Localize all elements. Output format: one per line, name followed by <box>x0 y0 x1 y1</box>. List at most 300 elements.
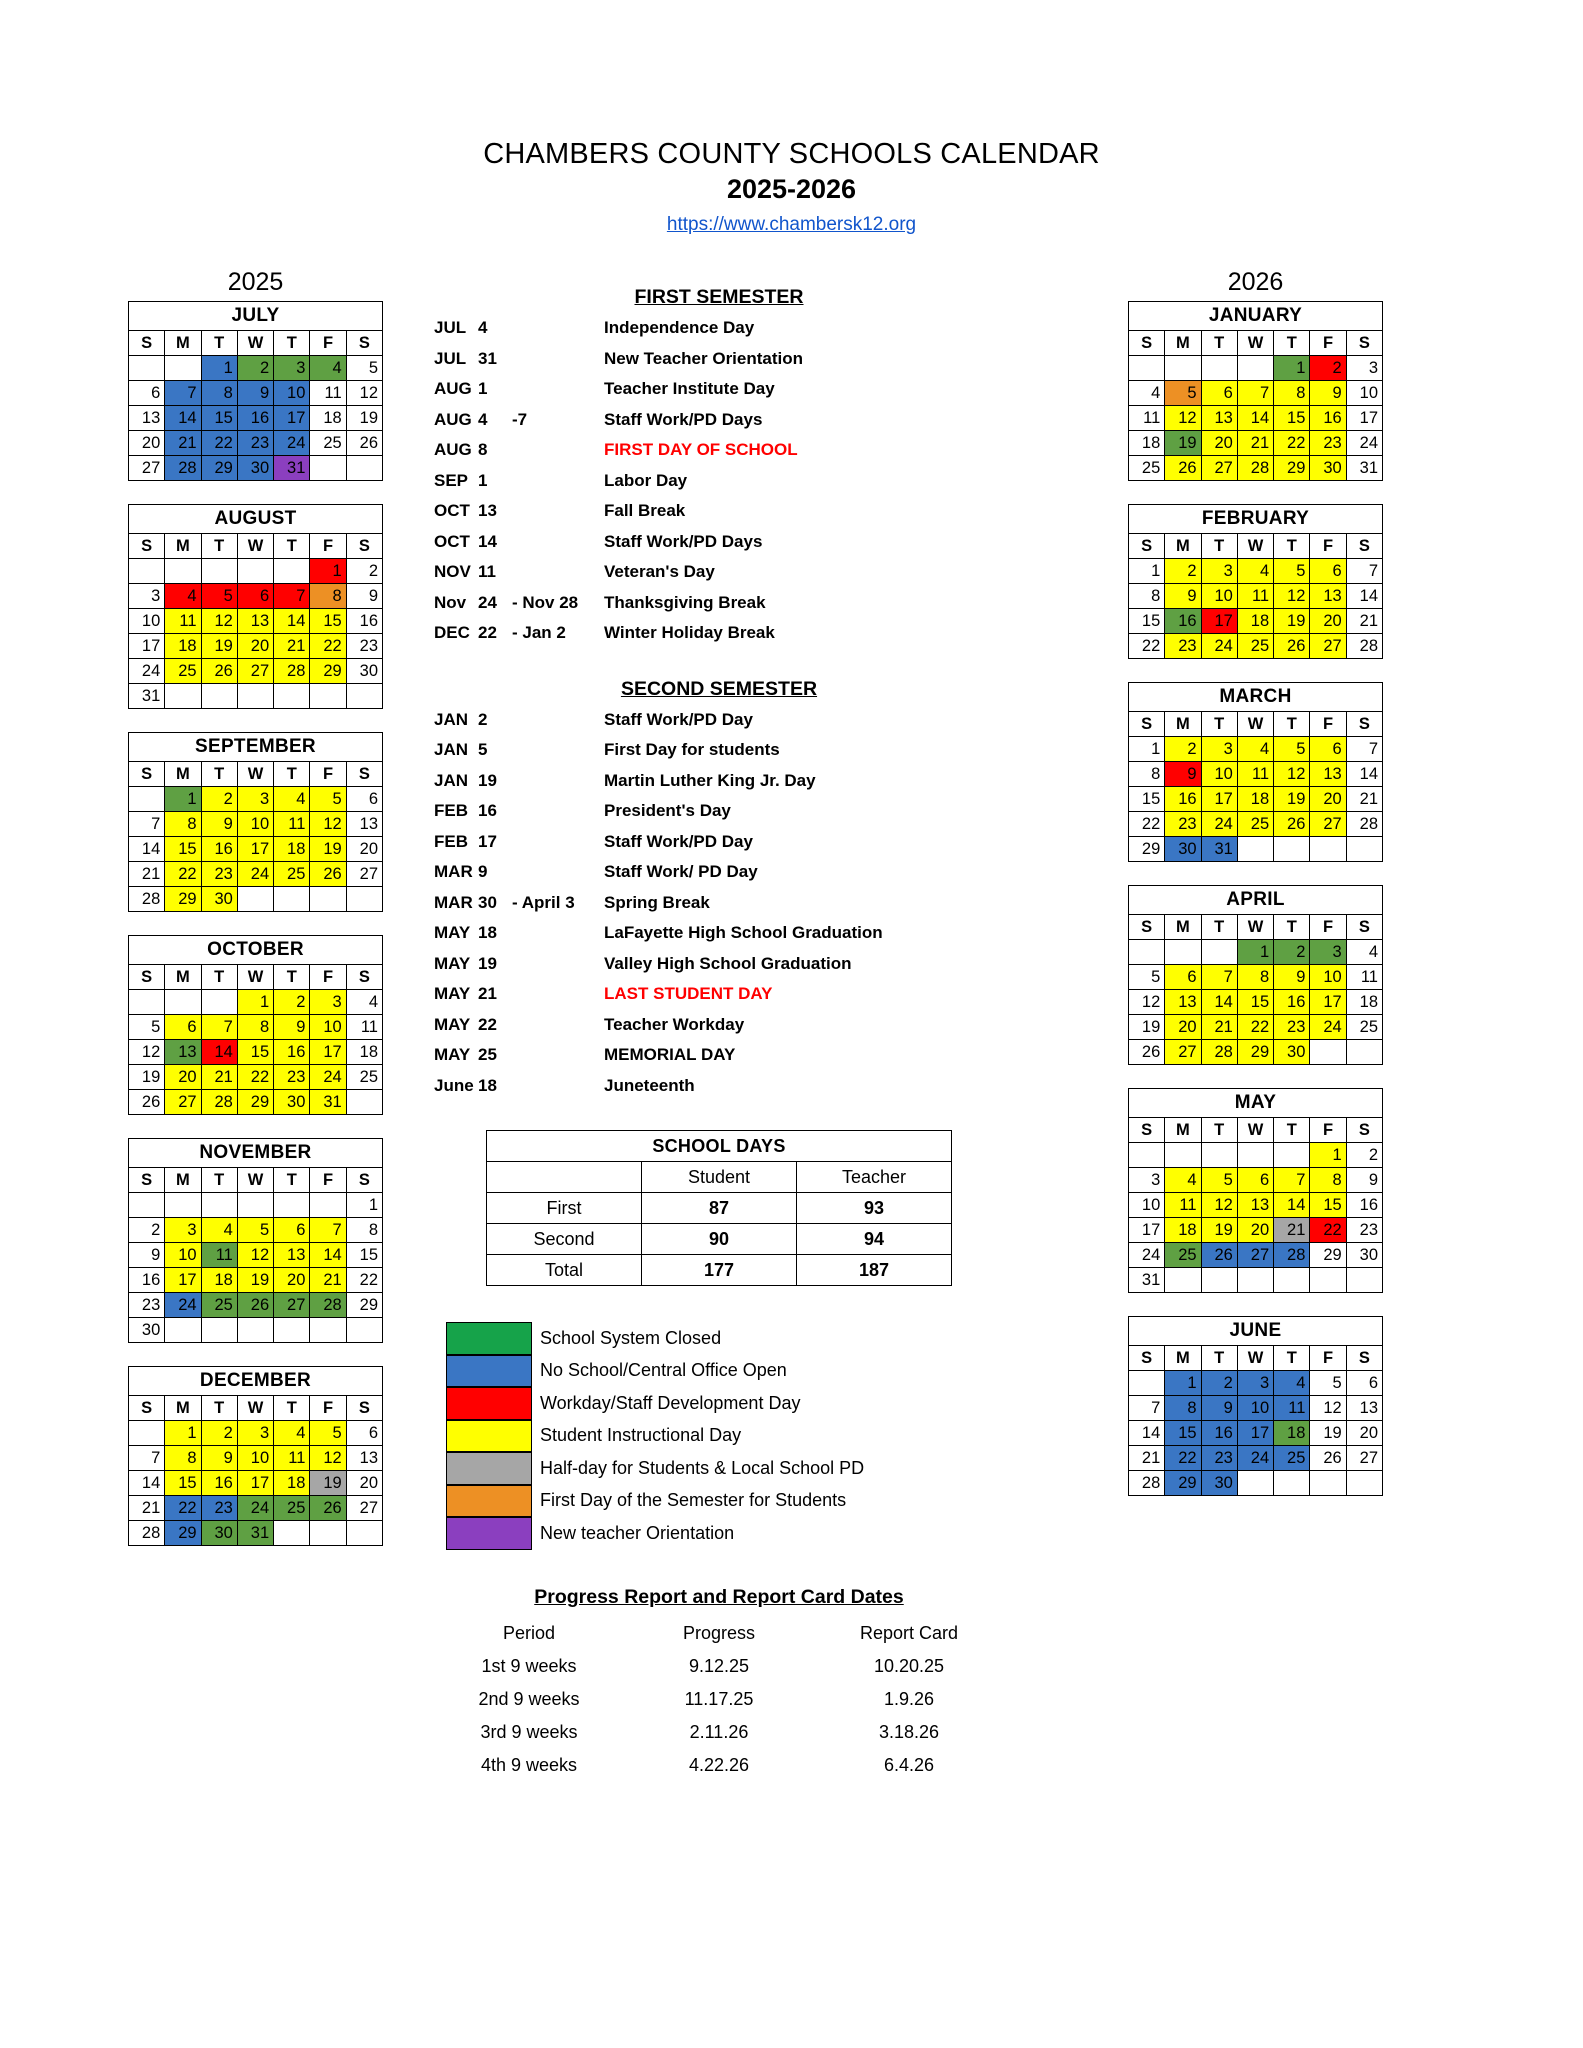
day-cell[interactable]: 15 <box>201 406 237 431</box>
day-cell[interactable]: 8 <box>1274 381 1310 406</box>
day-cell[interactable]: 25 <box>1165 1243 1201 1268</box>
day-cell[interactable]: 20 <box>237 634 273 659</box>
day-cell[interactable]: 21 <box>310 1268 346 1293</box>
day-cell[interactable]: 16 <box>1201 1421 1237 1446</box>
day-cell[interactable]: 19 <box>237 1268 273 1293</box>
day-cell[interactable]: 7 <box>274 584 310 609</box>
day-cell[interactable]: 23 <box>346 634 382 659</box>
day-cell[interactable]: 27 <box>1310 634 1346 659</box>
day-cell[interactable]: 26 <box>129 1090 165 1115</box>
day-cell[interactable]: 5 <box>1310 1371 1346 1396</box>
day-cell[interactable]: 30 <box>201 1521 237 1546</box>
day-cell[interactable]: 13 <box>274 1243 310 1268</box>
day-cell[interactable]: 13 <box>1165 990 1201 1015</box>
day-cell[interactable]: 13 <box>1310 584 1346 609</box>
day-cell[interactable]: 1 <box>310 559 346 584</box>
day-cell[interactable]: 7 <box>201 1015 237 1040</box>
day-cell[interactable]: 4 <box>1237 737 1273 762</box>
day-cell[interactable]: 9 <box>201 1446 237 1471</box>
day-cell[interactable]: 18 <box>346 1040 382 1065</box>
day-cell[interactable]: 23 <box>129 1293 165 1318</box>
day-cell[interactable]: 4 <box>274 1421 310 1446</box>
day-cell[interactable]: 25 <box>310 431 346 456</box>
day-cell[interactable]: 14 <box>129 837 165 862</box>
day-cell[interactable]: 26 <box>201 659 237 684</box>
day-cell[interactable]: 7 <box>129 812 165 837</box>
day-cell[interactable]: 30 <box>1274 1040 1310 1065</box>
day-cell[interactable]: 7 <box>129 1446 165 1471</box>
day-cell[interactable]: 8 <box>165 1446 201 1471</box>
day-cell[interactable]: 27 <box>1310 812 1346 837</box>
day-cell[interactable]: 1 <box>201 356 237 381</box>
day-cell[interactable]: 27 <box>1237 1243 1273 1268</box>
day-cell[interactable]: 15 <box>1274 406 1310 431</box>
day-cell[interactable]: 6 <box>274 1218 310 1243</box>
day-cell[interactable]: 14 <box>1346 584 1382 609</box>
day-cell[interactable]: 2 <box>129 1218 165 1243</box>
day-cell[interactable]: 13 <box>1346 1396 1382 1421</box>
day-cell[interactable]: 12 <box>310 812 346 837</box>
day-cell[interactable]: 9 <box>129 1243 165 1268</box>
day-cell[interactable]: 7 <box>1201 965 1237 990</box>
day-cell[interactable]: 14 <box>165 406 201 431</box>
day-cell[interactable]: 23 <box>201 862 237 887</box>
day-cell[interactable]: 3 <box>310 990 346 1015</box>
day-cell[interactable]: 1 <box>237 990 273 1015</box>
day-cell[interactable]: 8 <box>201 381 237 406</box>
day-cell[interactable]: 21 <box>129 862 165 887</box>
day-cell[interactable]: 13 <box>1201 406 1237 431</box>
day-cell[interactable]: 4 <box>201 1218 237 1243</box>
day-cell[interactable]: 14 <box>1129 1421 1165 1446</box>
day-cell[interactable]: 28 <box>1201 1040 1237 1065</box>
day-cell[interactable]: 12 <box>1165 406 1201 431</box>
day-cell[interactable]: 12 <box>1201 1193 1237 1218</box>
day-cell[interactable]: 29 <box>1237 1040 1273 1065</box>
day-cell[interactable]: 3 <box>1310 940 1346 965</box>
day-cell[interactable]: 2 <box>1201 1371 1237 1396</box>
day-cell[interactable]: 13 <box>165 1040 201 1065</box>
day-cell[interactable]: 28 <box>1129 1471 1165 1496</box>
day-cell[interactable]: 10 <box>165 1243 201 1268</box>
day-cell[interactable]: 17 <box>1346 406 1382 431</box>
day-cell[interactable]: 12 <box>1274 584 1310 609</box>
day-cell[interactable]: 15 <box>310 609 346 634</box>
day-cell[interactable]: 17 <box>129 634 165 659</box>
day-cell[interactable]: 20 <box>1346 1421 1382 1446</box>
day-cell[interactable]: 8 <box>1310 1168 1346 1193</box>
day-cell[interactable]: 30 <box>1201 1471 1237 1496</box>
day-cell[interactable]: 4 <box>1165 1168 1201 1193</box>
day-cell[interactable]: 18 <box>1237 787 1273 812</box>
day-cell[interactable]: 4 <box>310 356 346 381</box>
day-cell[interactable]: 16 <box>201 837 237 862</box>
day-cell[interactable]: 17 <box>165 1268 201 1293</box>
day-cell[interactable]: 27 <box>1201 456 1237 481</box>
day-cell[interactable]: 20 <box>1310 787 1346 812</box>
day-cell[interactable]: 8 <box>1165 1396 1201 1421</box>
day-cell[interactable]: 6 <box>1165 965 1201 990</box>
day-cell[interactable]: 11 <box>165 609 201 634</box>
day-cell[interactable]: 30 <box>274 1090 310 1115</box>
day-cell[interactable]: 4 <box>1237 559 1273 584</box>
day-cell[interactable]: 22 <box>346 1268 382 1293</box>
day-cell[interactable]: 3 <box>237 787 273 812</box>
day-cell[interactable]: 26 <box>1165 456 1201 481</box>
day-cell[interactable]: 25 <box>1237 634 1273 659</box>
day-cell[interactable]: 4 <box>1346 940 1382 965</box>
day-cell[interactable]: 20 <box>1165 1015 1201 1040</box>
day-cell[interactable]: 27 <box>346 1496 382 1521</box>
day-cell[interactable]: 22 <box>1274 431 1310 456</box>
day-cell[interactable]: 16 <box>1310 406 1346 431</box>
day-cell[interactable]: 9 <box>274 1015 310 1040</box>
day-cell[interactable]: 18 <box>1165 1218 1201 1243</box>
day-cell[interactable]: 6 <box>165 1015 201 1040</box>
day-cell[interactable]: 14 <box>129 1471 165 1496</box>
day-cell[interactable]: 8 <box>165 812 201 837</box>
day-cell[interactable]: 18 <box>1129 431 1165 456</box>
day-cell[interactable]: 14 <box>1237 406 1273 431</box>
day-cell[interactable]: 2 <box>274 990 310 1015</box>
day-cell[interactable]: 22 <box>165 1496 201 1521</box>
day-cell[interactable]: 24 <box>274 431 310 456</box>
day-cell[interactable]: 3 <box>1237 1371 1273 1396</box>
day-cell[interactable]: 31 <box>1346 456 1382 481</box>
day-cell[interactable]: 12 <box>129 1040 165 1065</box>
day-cell[interactable]: 10 <box>1310 965 1346 990</box>
day-cell[interactable]: 11 <box>1237 584 1273 609</box>
day-cell[interactable]: 2 <box>1165 559 1201 584</box>
day-cell[interactable]: 7 <box>1237 381 1273 406</box>
day-cell[interactable]: 4 <box>346 990 382 1015</box>
day-cell[interactable]: 23 <box>201 1496 237 1521</box>
day-cell[interactable]: 29 <box>165 887 201 912</box>
day-cell[interactable]: 22 <box>310 634 346 659</box>
day-cell[interactable]: 16 <box>201 1471 237 1496</box>
day-cell[interactable]: 10 <box>1346 381 1382 406</box>
day-cell[interactable]: 12 <box>1310 1396 1346 1421</box>
day-cell[interactable]: 29 <box>1310 1243 1346 1268</box>
day-cell[interactable]: 4 <box>1274 1371 1310 1396</box>
day-cell[interactable]: 9 <box>1165 584 1201 609</box>
day-cell[interactable]: 25 <box>201 1293 237 1318</box>
day-cell[interactable]: 13 <box>1237 1193 1273 1218</box>
day-cell[interactable]: 28 <box>129 1521 165 1546</box>
day-cell[interactable]: 27 <box>129 456 165 481</box>
day-cell[interactable]: 9 <box>1310 381 1346 406</box>
day-cell[interactable]: 7 <box>310 1218 346 1243</box>
day-cell[interactable]: 30 <box>346 659 382 684</box>
day-cell[interactable]: 13 <box>129 406 165 431</box>
day-cell[interactable]: 10 <box>129 609 165 634</box>
day-cell[interactable]: 13 <box>346 812 382 837</box>
day-cell[interactable]: 7 <box>1274 1168 1310 1193</box>
day-cell[interactable]: 11 <box>346 1015 382 1040</box>
day-cell[interactable]: 20 <box>1237 1218 1273 1243</box>
day-cell[interactable]: 6 <box>1310 737 1346 762</box>
day-cell[interactable]: 1 <box>1129 737 1165 762</box>
day-cell[interactable]: 31 <box>1129 1268 1165 1293</box>
day-cell[interactable]: 15 <box>237 1040 273 1065</box>
day-cell[interactable]: 11 <box>1237 762 1273 787</box>
day-cell[interactable]: 5 <box>310 1421 346 1446</box>
day-cell[interactable]: 2 <box>237 356 273 381</box>
day-cell[interactable]: 18 <box>274 1471 310 1496</box>
day-cell[interactable]: 15 <box>1165 1421 1201 1446</box>
day-cell[interactable]: 31 <box>1201 837 1237 862</box>
day-cell[interactable]: 10 <box>237 812 273 837</box>
day-cell[interactable]: 19 <box>310 1471 346 1496</box>
day-cell[interactable]: 19 <box>129 1065 165 1090</box>
day-cell[interactable]: 13 <box>237 609 273 634</box>
day-cell[interactable]: 29 <box>310 659 346 684</box>
day-cell[interactable]: 2 <box>346 559 382 584</box>
day-cell[interactable]: 6 <box>346 787 382 812</box>
day-cell[interactable]: 22 <box>1310 1218 1346 1243</box>
day-cell[interactable]: 6 <box>1310 559 1346 584</box>
day-cell[interactable]: 30 <box>1310 456 1346 481</box>
day-cell[interactable]: 4 <box>1129 381 1165 406</box>
day-cell[interactable]: 5 <box>201 584 237 609</box>
day-cell[interactable]: 17 <box>310 1040 346 1065</box>
day-cell[interactable]: 27 <box>237 659 273 684</box>
day-cell[interactable]: 1 <box>1274 356 1310 381</box>
day-cell[interactable]: 2 <box>201 787 237 812</box>
day-cell[interactable]: 30 <box>237 456 273 481</box>
day-cell[interactable]: 29 <box>201 456 237 481</box>
day-cell[interactable]: 15 <box>1310 1193 1346 1218</box>
day-cell[interactable]: 13 <box>346 1446 382 1471</box>
day-cell[interactable]: 29 <box>165 1521 201 1546</box>
day-cell[interactable]: 28 <box>310 1293 346 1318</box>
day-cell[interactable]: 12 <box>237 1243 273 1268</box>
day-cell[interactable]: 25 <box>346 1065 382 1090</box>
day-cell[interactable]: 25 <box>1274 1446 1310 1471</box>
day-cell[interactable]: 27 <box>165 1090 201 1115</box>
day-cell[interactable]: 6 <box>1201 381 1237 406</box>
day-cell[interactable]: 2 <box>1346 1143 1382 1168</box>
day-cell[interactable]: 19 <box>1129 1015 1165 1040</box>
day-cell[interactable]: 18 <box>274 837 310 862</box>
day-cell[interactable]: 21 <box>1237 431 1273 456</box>
day-cell[interactable]: 19 <box>346 406 382 431</box>
day-cell[interactable]: 19 <box>1274 609 1310 634</box>
day-cell[interactable]: 24 <box>1201 634 1237 659</box>
day-cell[interactable]: 22 <box>1237 1015 1273 1040</box>
day-cell[interactable]: 14 <box>1274 1193 1310 1218</box>
day-cell[interactable]: 17 <box>1129 1218 1165 1243</box>
day-cell[interactable]: 16 <box>1346 1193 1382 1218</box>
day-cell[interactable]: 25 <box>274 862 310 887</box>
day-cell[interactable]: 20 <box>1201 431 1237 456</box>
day-cell[interactable]: 16 <box>1274 990 1310 1015</box>
day-cell[interactable]: 31 <box>129 684 165 709</box>
day-cell[interactable]: 12 <box>1129 990 1165 1015</box>
day-cell[interactable]: 12 <box>201 609 237 634</box>
day-cell[interactable]: 19 <box>1274 787 1310 812</box>
day-cell[interactable]: 23 <box>1165 812 1201 837</box>
day-cell[interactable]: 24 <box>237 862 273 887</box>
day-cell[interactable]: 3 <box>165 1218 201 1243</box>
day-cell[interactable]: 3 <box>1129 1168 1165 1193</box>
day-cell[interactable]: 30 <box>129 1318 165 1343</box>
day-cell[interactable]: 24 <box>165 1293 201 1318</box>
day-cell[interactable]: 22 <box>1129 634 1165 659</box>
day-cell[interactable]: 10 <box>1237 1396 1273 1421</box>
day-cell[interactable]: 20 <box>1310 609 1346 634</box>
day-cell[interactable]: 17 <box>1310 990 1346 1015</box>
day-cell[interactable]: 8 <box>1237 965 1273 990</box>
day-cell[interactable]: 3 <box>1201 559 1237 584</box>
day-cell[interactable]: 19 <box>1165 431 1201 456</box>
day-cell[interactable]: 22 <box>201 431 237 456</box>
day-cell[interactable]: 25 <box>274 1496 310 1521</box>
day-cell[interactable]: 10 <box>274 381 310 406</box>
day-cell[interactable]: 16 <box>1165 787 1201 812</box>
day-cell[interactable]: 22 <box>237 1065 273 1090</box>
day-cell[interactable]: 18 <box>165 634 201 659</box>
day-cell[interactable]: 21 <box>1274 1218 1310 1243</box>
day-cell[interactable]: 26 <box>346 431 382 456</box>
day-cell[interactable]: 23 <box>274 1065 310 1090</box>
day-cell[interactable]: 10 <box>237 1446 273 1471</box>
day-cell[interactable]: 26 <box>310 1496 346 1521</box>
day-cell[interactable]: 31 <box>310 1090 346 1115</box>
day-cell[interactable]: 20 <box>165 1065 201 1090</box>
day-cell[interactable]: 3 <box>1201 737 1237 762</box>
day-cell[interactable]: 7 <box>165 381 201 406</box>
day-cell[interactable]: 17 <box>1201 609 1237 634</box>
day-cell[interactable]: 15 <box>1129 787 1165 812</box>
day-cell[interactable]: 11 <box>274 812 310 837</box>
day-cell[interactable]: 29 <box>1129 837 1165 862</box>
day-cell[interactable]: 20 <box>274 1268 310 1293</box>
day-cell[interactable]: 5 <box>237 1218 273 1243</box>
day-cell[interactable]: 12 <box>1274 762 1310 787</box>
day-cell[interactable]: 24 <box>1201 812 1237 837</box>
day-cell[interactable]: 23 <box>1201 1446 1237 1471</box>
day-cell[interactable]: 12 <box>310 1446 346 1471</box>
day-cell[interactable]: 18 <box>310 406 346 431</box>
day-cell[interactable]: 25 <box>165 659 201 684</box>
day-cell[interactable]: 3 <box>237 1421 273 1446</box>
day-cell[interactable]: 12 <box>346 381 382 406</box>
day-cell[interactable]: 30 <box>1346 1243 1382 1268</box>
day-cell[interactable]: 9 <box>1201 1396 1237 1421</box>
day-cell[interactable]: 1 <box>1165 1371 1201 1396</box>
day-cell[interactable]: 27 <box>1346 1446 1382 1471</box>
day-cell[interactable]: 28 <box>1274 1243 1310 1268</box>
day-cell[interactable]: 31 <box>274 456 310 481</box>
day-cell[interactable]: 8 <box>237 1015 273 1040</box>
day-cell[interactable]: 5 <box>1201 1168 1237 1193</box>
day-cell[interactable]: 10 <box>310 1015 346 1040</box>
day-cell[interactable]: 21 <box>1346 787 1382 812</box>
day-cell[interactable]: 17 <box>237 837 273 862</box>
day-cell[interactable]: 5 <box>310 787 346 812</box>
day-cell[interactable]: 2 <box>1310 356 1346 381</box>
day-cell[interactable]: 11 <box>1274 1396 1310 1421</box>
day-cell[interactable]: 26 <box>1310 1446 1346 1471</box>
day-cell[interactable]: 29 <box>346 1293 382 1318</box>
day-cell[interactable]: 19 <box>201 634 237 659</box>
day-cell[interactable]: 21 <box>274 634 310 659</box>
day-cell[interactable]: 21 <box>1129 1446 1165 1471</box>
day-cell[interactable]: 17 <box>274 406 310 431</box>
day-cell[interactable]: 22 <box>1129 812 1165 837</box>
day-cell[interactable]: 15 <box>165 1471 201 1496</box>
day-cell[interactable]: 20 <box>129 431 165 456</box>
day-cell[interactable]: 8 <box>346 1218 382 1243</box>
day-cell[interactable]: 20 <box>346 1471 382 1496</box>
day-cell[interactable]: 11 <box>201 1243 237 1268</box>
day-cell[interactable]: 18 <box>1237 609 1273 634</box>
day-cell[interactable]: 18 <box>1346 990 1382 1015</box>
day-cell[interactable]: 28 <box>1346 812 1382 837</box>
day-cell[interactable]: 31 <box>237 1521 273 1546</box>
day-cell[interactable]: 7 <box>1346 559 1382 584</box>
day-cell[interactable]: 11 <box>274 1446 310 1471</box>
day-cell[interactable]: 2 <box>201 1421 237 1446</box>
day-cell[interactable]: 28 <box>129 887 165 912</box>
day-cell[interactable]: 9 <box>1274 965 1310 990</box>
day-cell[interactable]: 6 <box>129 381 165 406</box>
day-cell[interactable]: 29 <box>1165 1471 1201 1496</box>
day-cell[interactable]: 2 <box>1165 737 1201 762</box>
day-cell[interactable]: 6 <box>346 1421 382 1446</box>
day-cell[interactable]: 24 <box>1129 1243 1165 1268</box>
day-cell[interactable]: 14 <box>1201 990 1237 1015</box>
day-cell[interactable]: 14 <box>1346 762 1382 787</box>
day-cell[interactable]: 15 <box>1129 609 1165 634</box>
day-cell[interactable]: 22 <box>165 862 201 887</box>
day-cell[interactable]: 15 <box>1237 990 1273 1015</box>
day-cell[interactable]: 23 <box>1274 1015 1310 1040</box>
day-cell[interactable]: 28 <box>165 456 201 481</box>
day-cell[interactable]: 18 <box>201 1268 237 1293</box>
day-cell[interactable]: 5 <box>1165 381 1201 406</box>
day-cell[interactable]: 7 <box>1129 1396 1165 1421</box>
day-cell[interactable]: 16 <box>346 609 382 634</box>
day-cell[interactable]: 8 <box>310 584 346 609</box>
day-cell[interactable]: 19 <box>310 837 346 862</box>
day-cell[interactable]: 3 <box>274 356 310 381</box>
day-cell[interactable]: 4 <box>165 584 201 609</box>
day-cell[interactable]: 3 <box>1346 356 1382 381</box>
day-cell[interactable]: 18 <box>1274 1421 1310 1446</box>
day-cell[interactable]: 26 <box>1274 812 1310 837</box>
day-cell[interactable]: 26 <box>237 1293 273 1318</box>
day-cell[interactable]: 5 <box>1274 559 1310 584</box>
day-cell[interactable]: 8 <box>1129 584 1165 609</box>
day-cell[interactable]: 9 <box>237 381 273 406</box>
day-cell[interactable]: 26 <box>1129 1040 1165 1065</box>
day-cell[interactable]: 28 <box>274 659 310 684</box>
day-cell[interactable]: 1 <box>1310 1143 1346 1168</box>
day-cell[interactable]: 27 <box>274 1293 310 1318</box>
day-cell[interactable]: 5 <box>129 1015 165 1040</box>
day-cell[interactable]: 3 <box>129 584 165 609</box>
day-cell[interactable]: 10 <box>1129 1193 1165 1218</box>
day-cell[interactable]: 6 <box>237 584 273 609</box>
day-cell[interactable]: 29 <box>1274 456 1310 481</box>
day-cell[interactable]: 6 <box>1237 1168 1273 1193</box>
day-cell[interactable]: 21 <box>165 431 201 456</box>
day-cell[interactable]: 24 <box>1310 1015 1346 1040</box>
day-cell[interactable]: 11 <box>1165 1193 1201 1218</box>
day-cell[interactable]: 26 <box>1201 1243 1237 1268</box>
